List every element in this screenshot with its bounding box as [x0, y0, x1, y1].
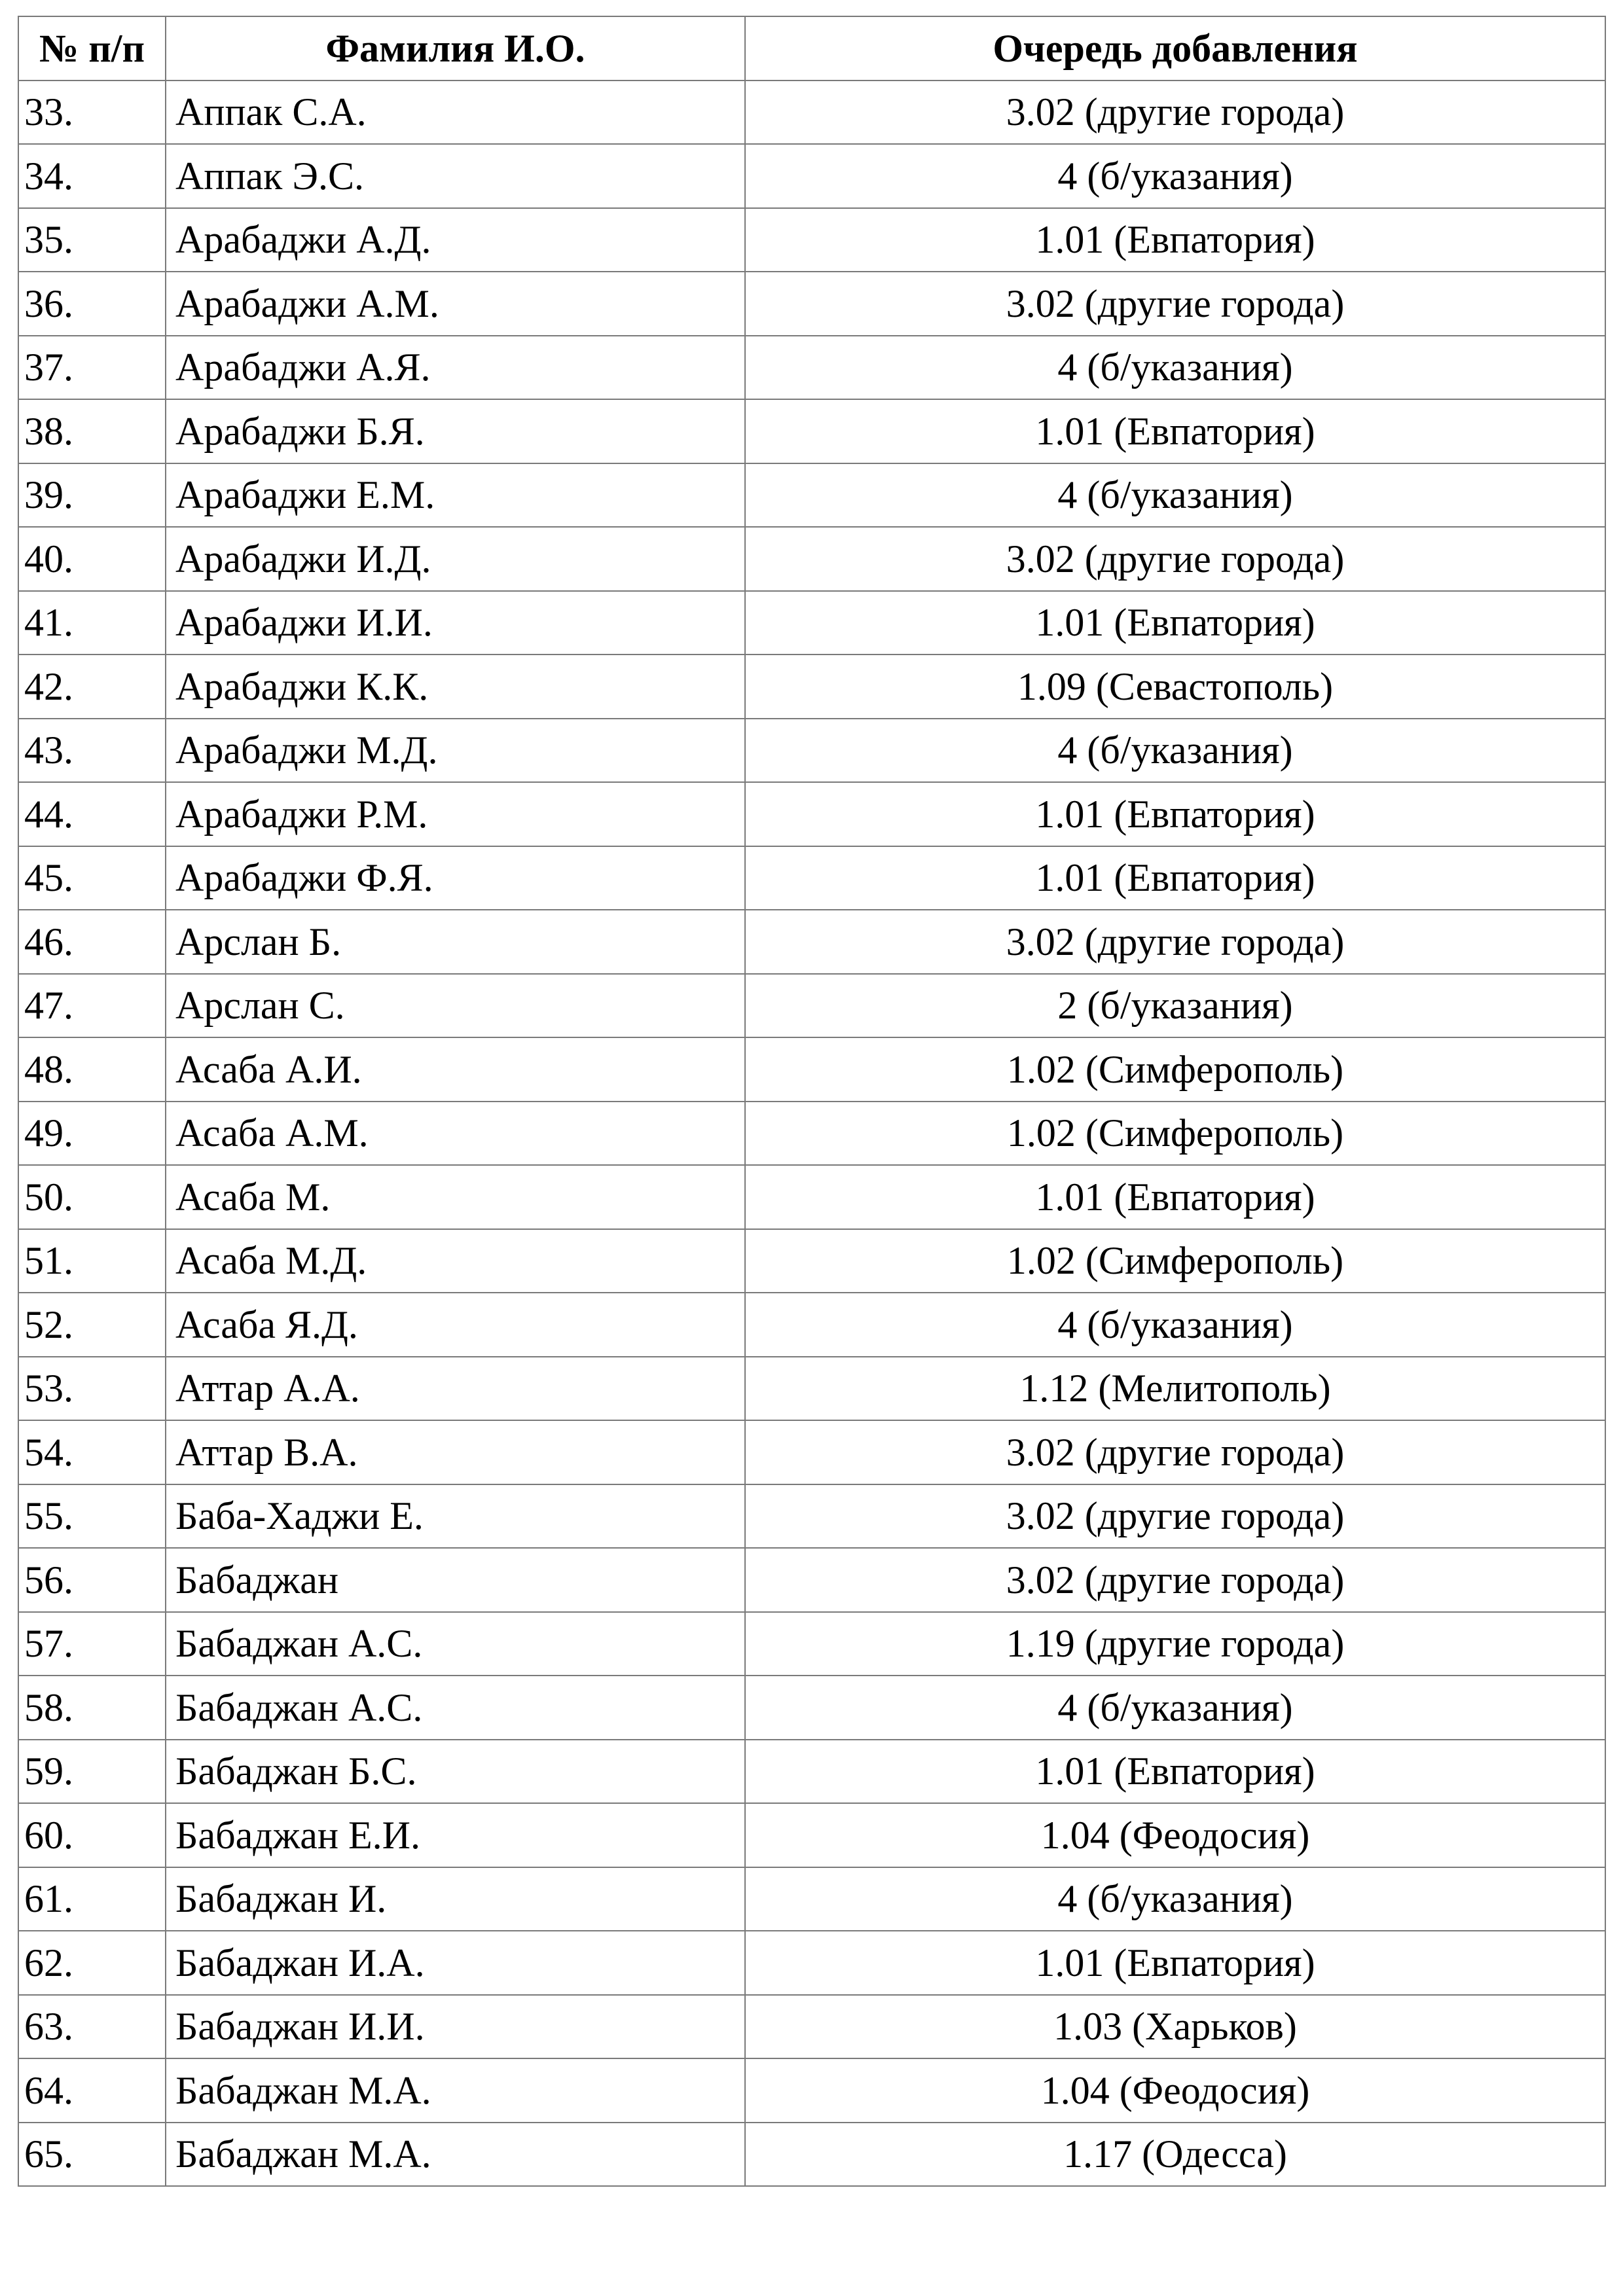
row-name: Арабаджи Б.Я. [166, 399, 745, 463]
row-queue: 1.04 (Феодосия) [745, 2058, 1605, 2123]
row-number: 41. [18, 591, 166, 655]
row-name: Бабаджан Б.С. [166, 1740, 745, 1804]
table-row [18, 1867, 1605, 1931]
table-row [18, 655, 1605, 719]
table-row [18, 1037, 1605, 1102]
row-number: 40. [18, 527, 166, 591]
table-row [18, 1803, 1605, 1867]
row-name: Асаба А.И. [166, 1037, 745, 1102]
header-queue: Очередь добавления [745, 16, 1605, 81]
row-number: 42. [18, 655, 166, 719]
table-row [18, 1293, 1605, 1357]
row-queue: 1.01 (Евпатория) [745, 1740, 1605, 1804]
row-number: 33. [18, 81, 166, 145]
row-name: Арабаджи А.М. [166, 272, 745, 336]
row-number: 39. [18, 463, 166, 528]
row-number: 43. [18, 719, 166, 783]
row-queue: 1.01 (Евпатория) [745, 208, 1605, 272]
row-name: Арабаджи Р.М. [166, 782, 745, 846]
row-number: 51. [18, 1229, 166, 1293]
roster-table [18, 16, 1606, 2187]
table-row [18, 1484, 1605, 1549]
row-name: Бабаджан А.С. [166, 1612, 745, 1676]
row-number: 56. [18, 1548, 166, 1612]
table-row [18, 910, 1605, 974]
row-queue: 1.02 (Симферополь) [745, 1037, 1605, 1102]
row-queue: 4 (б/указания) [745, 1867, 1605, 1931]
row-queue: 1.01 (Евпатория) [745, 591, 1605, 655]
row-queue: 3.02 (другие города) [745, 1548, 1605, 1612]
row-number: 58. [18, 1676, 166, 1740]
row-name: Бабаджан М.А. [166, 2058, 745, 2123]
row-number: 63. [18, 1995, 166, 2059]
row-queue: 1.17 (Одесса) [745, 2123, 1605, 2187]
row-name: Арабаджи А.Я. [166, 336, 745, 400]
row-number: 65. [18, 2123, 166, 2187]
row-number: 44. [18, 782, 166, 846]
row-queue: 1.01 (Евпатория) [745, 782, 1605, 846]
row-number: 34. [18, 144, 166, 208]
table-row [18, 144, 1605, 208]
table-row [18, 1931, 1605, 1995]
row-number: 45. [18, 846, 166, 910]
row-name: Арабаджи К.К. [166, 655, 745, 719]
table-row [18, 1420, 1605, 1484]
row-name: Баба-Хаджи Е. [166, 1484, 745, 1549]
row-number: 50. [18, 1165, 166, 1229]
row-queue: 3.02 (другие города) [745, 1420, 1605, 1484]
row-name: Бабаджан [166, 1548, 745, 1612]
table-row [18, 2058, 1605, 2123]
row-number: 48. [18, 1037, 166, 1102]
table-row [18, 463, 1605, 528]
row-name: Асаба Я.Д. [166, 1293, 745, 1357]
row-name: Бабаджан М.А. [166, 2123, 745, 2187]
row-number: 53. [18, 1357, 166, 1421]
table-row [18, 974, 1605, 1038]
table-row [18, 272, 1605, 336]
table-row [18, 208, 1605, 272]
row-queue: 3.02 (другие города) [745, 1484, 1605, 1549]
row-queue: 1.01 (Евпатория) [745, 846, 1605, 910]
row-queue: 3.02 (другие города) [745, 272, 1605, 336]
table-body [18, 81, 1605, 2187]
table-row [18, 1612, 1605, 1676]
table-row [18, 1676, 1605, 1740]
row-number: 52. [18, 1293, 166, 1357]
table-row [18, 527, 1605, 591]
row-name: Аттар А.А. [166, 1357, 745, 1421]
table-row [18, 1102, 1605, 1166]
row-number: 37. [18, 336, 166, 400]
row-number: 35. [18, 208, 166, 272]
row-name: Аппак Э.С. [166, 144, 745, 208]
row-name: Арабаджи И.И. [166, 591, 745, 655]
row-queue: 1.19 (другие города) [745, 1612, 1605, 1676]
table-row [18, 1548, 1605, 1612]
row-queue: 1.02 (Симферополь) [745, 1102, 1605, 1166]
table-row [18, 846, 1605, 910]
row-name: Асаба А.М. [166, 1102, 745, 1166]
row-number: 36. [18, 272, 166, 336]
table-row [18, 719, 1605, 783]
row-number: 55. [18, 1484, 166, 1549]
row-queue: 3.02 (другие города) [745, 527, 1605, 591]
row-queue: 1.01 (Евпатория) [745, 1931, 1605, 1995]
row-queue: 1.01 (Евпатория) [745, 399, 1605, 463]
header-row [18, 16, 1605, 81]
row-queue: 1.01 (Евпатория) [745, 1165, 1605, 1229]
table-row [18, 336, 1605, 400]
row-number: 64. [18, 2058, 166, 2123]
row-queue: 3.02 (другие города) [745, 910, 1605, 974]
row-number: 59. [18, 1740, 166, 1804]
row-name: Арабаджи Ф.Я. [166, 846, 745, 910]
row-number: 49. [18, 1102, 166, 1166]
row-queue: 4 (б/указания) [745, 719, 1605, 783]
row-queue: 1.09 (Севастополь) [745, 655, 1605, 719]
table-header [18, 16, 1605, 81]
row-queue: 1.03 (Харьков) [745, 1995, 1605, 2059]
row-number: 38. [18, 399, 166, 463]
table-row [18, 591, 1605, 655]
row-number: 54. [18, 1420, 166, 1484]
table-row [18, 1740, 1605, 1804]
table-row [18, 81, 1605, 145]
row-queue: 4 (б/указания) [745, 1676, 1605, 1740]
row-name: Арабаджи А.Д. [166, 208, 745, 272]
row-name: Арабаджи И.Д. [166, 527, 745, 591]
row-name: Бабаджан И.И. [166, 1995, 745, 2059]
row-name: Арслан С. [166, 974, 745, 1038]
table-row [18, 2123, 1605, 2187]
row-name: Асаба М. [166, 1165, 745, 1229]
header-name: Фамилия И.О. [166, 16, 745, 81]
table-row [18, 782, 1605, 846]
row-number: 57. [18, 1612, 166, 1676]
row-queue: 4 (б/указания) [745, 463, 1605, 528]
row-queue: 1.04 (Феодосия) [745, 1803, 1605, 1867]
table-row [18, 1165, 1605, 1229]
row-queue: 1.02 (Симферополь) [745, 1229, 1605, 1293]
row-name: Арабаджи Е.М. [166, 463, 745, 528]
row-name: Асаба М.Д. [166, 1229, 745, 1293]
header-number: № п/п [18, 16, 166, 81]
row-name: Арабаджи М.Д. [166, 719, 745, 783]
table-row [18, 399, 1605, 463]
row-number: 47. [18, 974, 166, 1038]
row-queue: 3.02 (другие города) [745, 81, 1605, 145]
row-queue: 4 (б/указания) [745, 336, 1605, 400]
row-name: Бабаджан И. [166, 1867, 745, 1931]
row-name: Бабаджан Е.И. [166, 1803, 745, 1867]
row-number: 46. [18, 910, 166, 974]
row-name: Бабаджан А.С. [166, 1676, 745, 1740]
table-row [18, 1995, 1605, 2059]
row-number: 60. [18, 1803, 166, 1867]
row-number: 62. [18, 1931, 166, 1995]
row-queue: 2 (б/указания) [745, 974, 1605, 1038]
table-row [18, 1229, 1605, 1293]
row-name: Аппак С.А. [166, 81, 745, 145]
table-row [18, 1357, 1605, 1421]
row-name: Бабаджан И.А. [166, 1931, 745, 1995]
row-name: Аттар В.А. [166, 1420, 745, 1484]
row-queue: 4 (б/указания) [745, 1293, 1605, 1357]
row-number: 61. [18, 1867, 166, 1931]
row-queue: 1.12 (Мелитополь) [745, 1357, 1605, 1421]
row-name: Арслан Б. [166, 910, 745, 974]
row-queue: 4 (б/указания) [745, 144, 1605, 208]
